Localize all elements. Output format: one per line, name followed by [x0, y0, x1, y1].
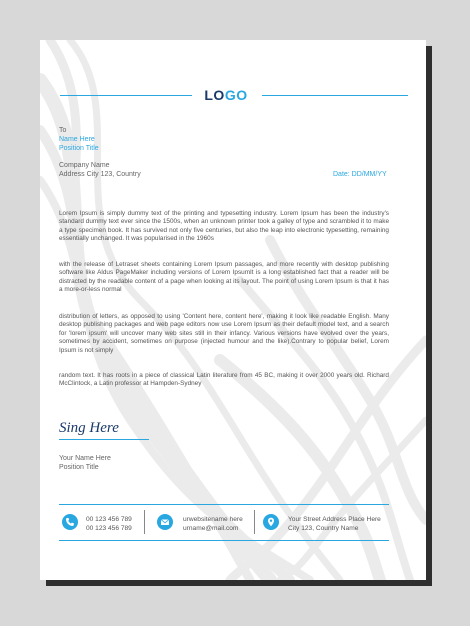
- email-icon: [157, 514, 173, 530]
- phone-2: 00 123 456 789: [86, 525, 132, 532]
- to-label: To: [59, 127, 67, 134]
- signature-line: [59, 439, 149, 440]
- recipient-position: Position Title: [59, 145, 99, 152]
- body-paragraph: distribution of letters, as opposed to using 'Content here, content here', making it look like readable English. Many desktop publishing packages and web page editors now use Lorem Ipsum as their default model text, and a search for 'lorem ipsum' will uncover many web sites still in their infancy. Various versions have evolved over the years, sometimes by accident, sometimes on purpose (injected humour and the like).Contrary to popular belief, Lorem Ipsum is not simply: [59, 313, 389, 354]
- website: urwebsitename here: [183, 516, 243, 523]
- signer-name: Your Name Here: [59, 455, 111, 462]
- footer-line-top: [59, 504, 389, 505]
- company-name: Company Name: [59, 162, 110, 169]
- recipient-name: Name Here: [59, 136, 95, 143]
- street-address: Your Street Address Place Here: [288, 516, 381, 523]
- logo-line-left: [60, 95, 192, 96]
- footer-line-bottom: [59, 540, 389, 541]
- location-icon: [263, 514, 279, 530]
- phone-1: 00 123 456 789: [86, 516, 132, 523]
- logo: LOGO: [204, 87, 248, 103]
- body-paragraph: random text. It has roots in a piece of classical Latin literature from 45 BC, making it over 2000 years old. Richard McClintock, a Latin professor at Hampden-Sydney: [59, 372, 389, 388]
- email: urname@mail.com: [183, 525, 239, 532]
- signer-position: Position Title: [59, 464, 99, 471]
- phone-icon: [62, 514, 78, 530]
- logo-row: [58, 87, 392, 103]
- company-address: Address City 123, Country: [59, 171, 141, 178]
- body-paragraph: with the release of Letraset sheets containing Lorem Ipsum passages, and more recently with desktop publishing software like Aldus PageMaker including versions of Lorem IpsumIt is a long established fact that a reader will be distracted by the readable content of a page when looking at its layout. The point of using Lorem Ipsum is that it has a more-or-less normal: [59, 261, 389, 294]
- letterhead-page: [40, 40, 426, 580]
- date: Date: DD/MM/YY: [333, 171, 387, 178]
- footer-separator: [144, 510, 145, 534]
- footer-separator: [254, 510, 255, 534]
- signature: Sing Here: [59, 420, 119, 436]
- body-paragraph: Lorem Ipsum is simply dummy text of the printing and typesetting industry. Lorem Ipsum has been the industry's standard dummy text ever since the 1500s, when an unknown printer took a galley of type and scrambled it to make a type specimen book. It has survived not only five centuries, but also the leap into electronic typesetting, remaining essentially unchanged. It was popularised in the 1960s: [59, 210, 389, 243]
- city-address: City 123, Country Name: [288, 525, 359, 532]
- logo-line-right: [262, 95, 408, 96]
